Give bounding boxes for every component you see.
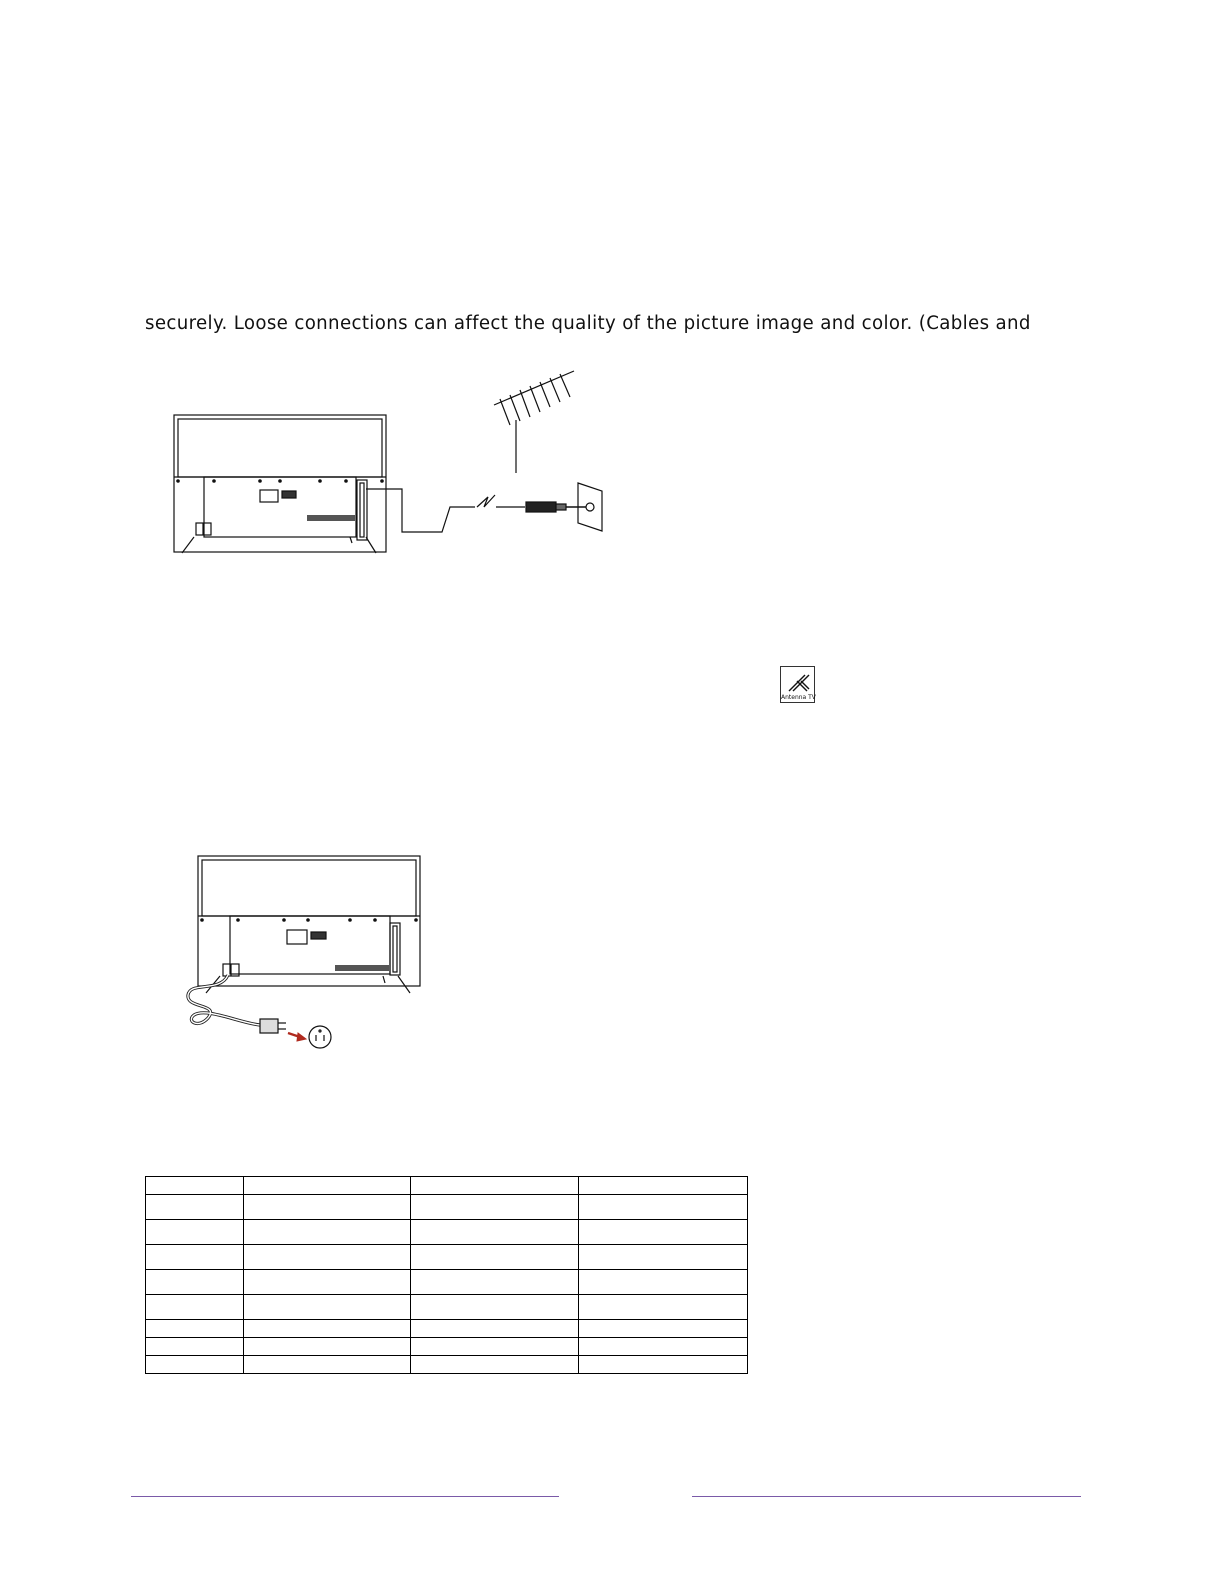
- table-row: [146, 1177, 748, 1195]
- antenna-tv-caption: Antenna TV: [781, 694, 816, 701]
- table-row: [146, 1356, 748, 1374]
- footer-rule-left: [131, 1496, 559, 1497]
- antenna-tv-icon: [781, 669, 814, 695]
- body-text-line: securely. Loose connections can affect the quality of the picture image and color. (Cables and: [145, 313, 1031, 334]
- antenna-connection-diagram: [170, 365, 610, 560]
- table-row: [146, 1320, 748, 1338]
- table-row: [146, 1295, 748, 1320]
- table-row: [146, 1338, 748, 1356]
- antenna-tv-tile: [780, 666, 815, 703]
- table-row: [146, 1270, 748, 1295]
- table-row: [146, 1195, 748, 1220]
- power-connection-diagram: [180, 853, 425, 1053]
- spec-table: [145, 1176, 748, 1374]
- table-row: [146, 1220, 748, 1245]
- table-row: [146, 1245, 748, 1270]
- footer-rule-right: [692, 1496, 1081, 1497]
